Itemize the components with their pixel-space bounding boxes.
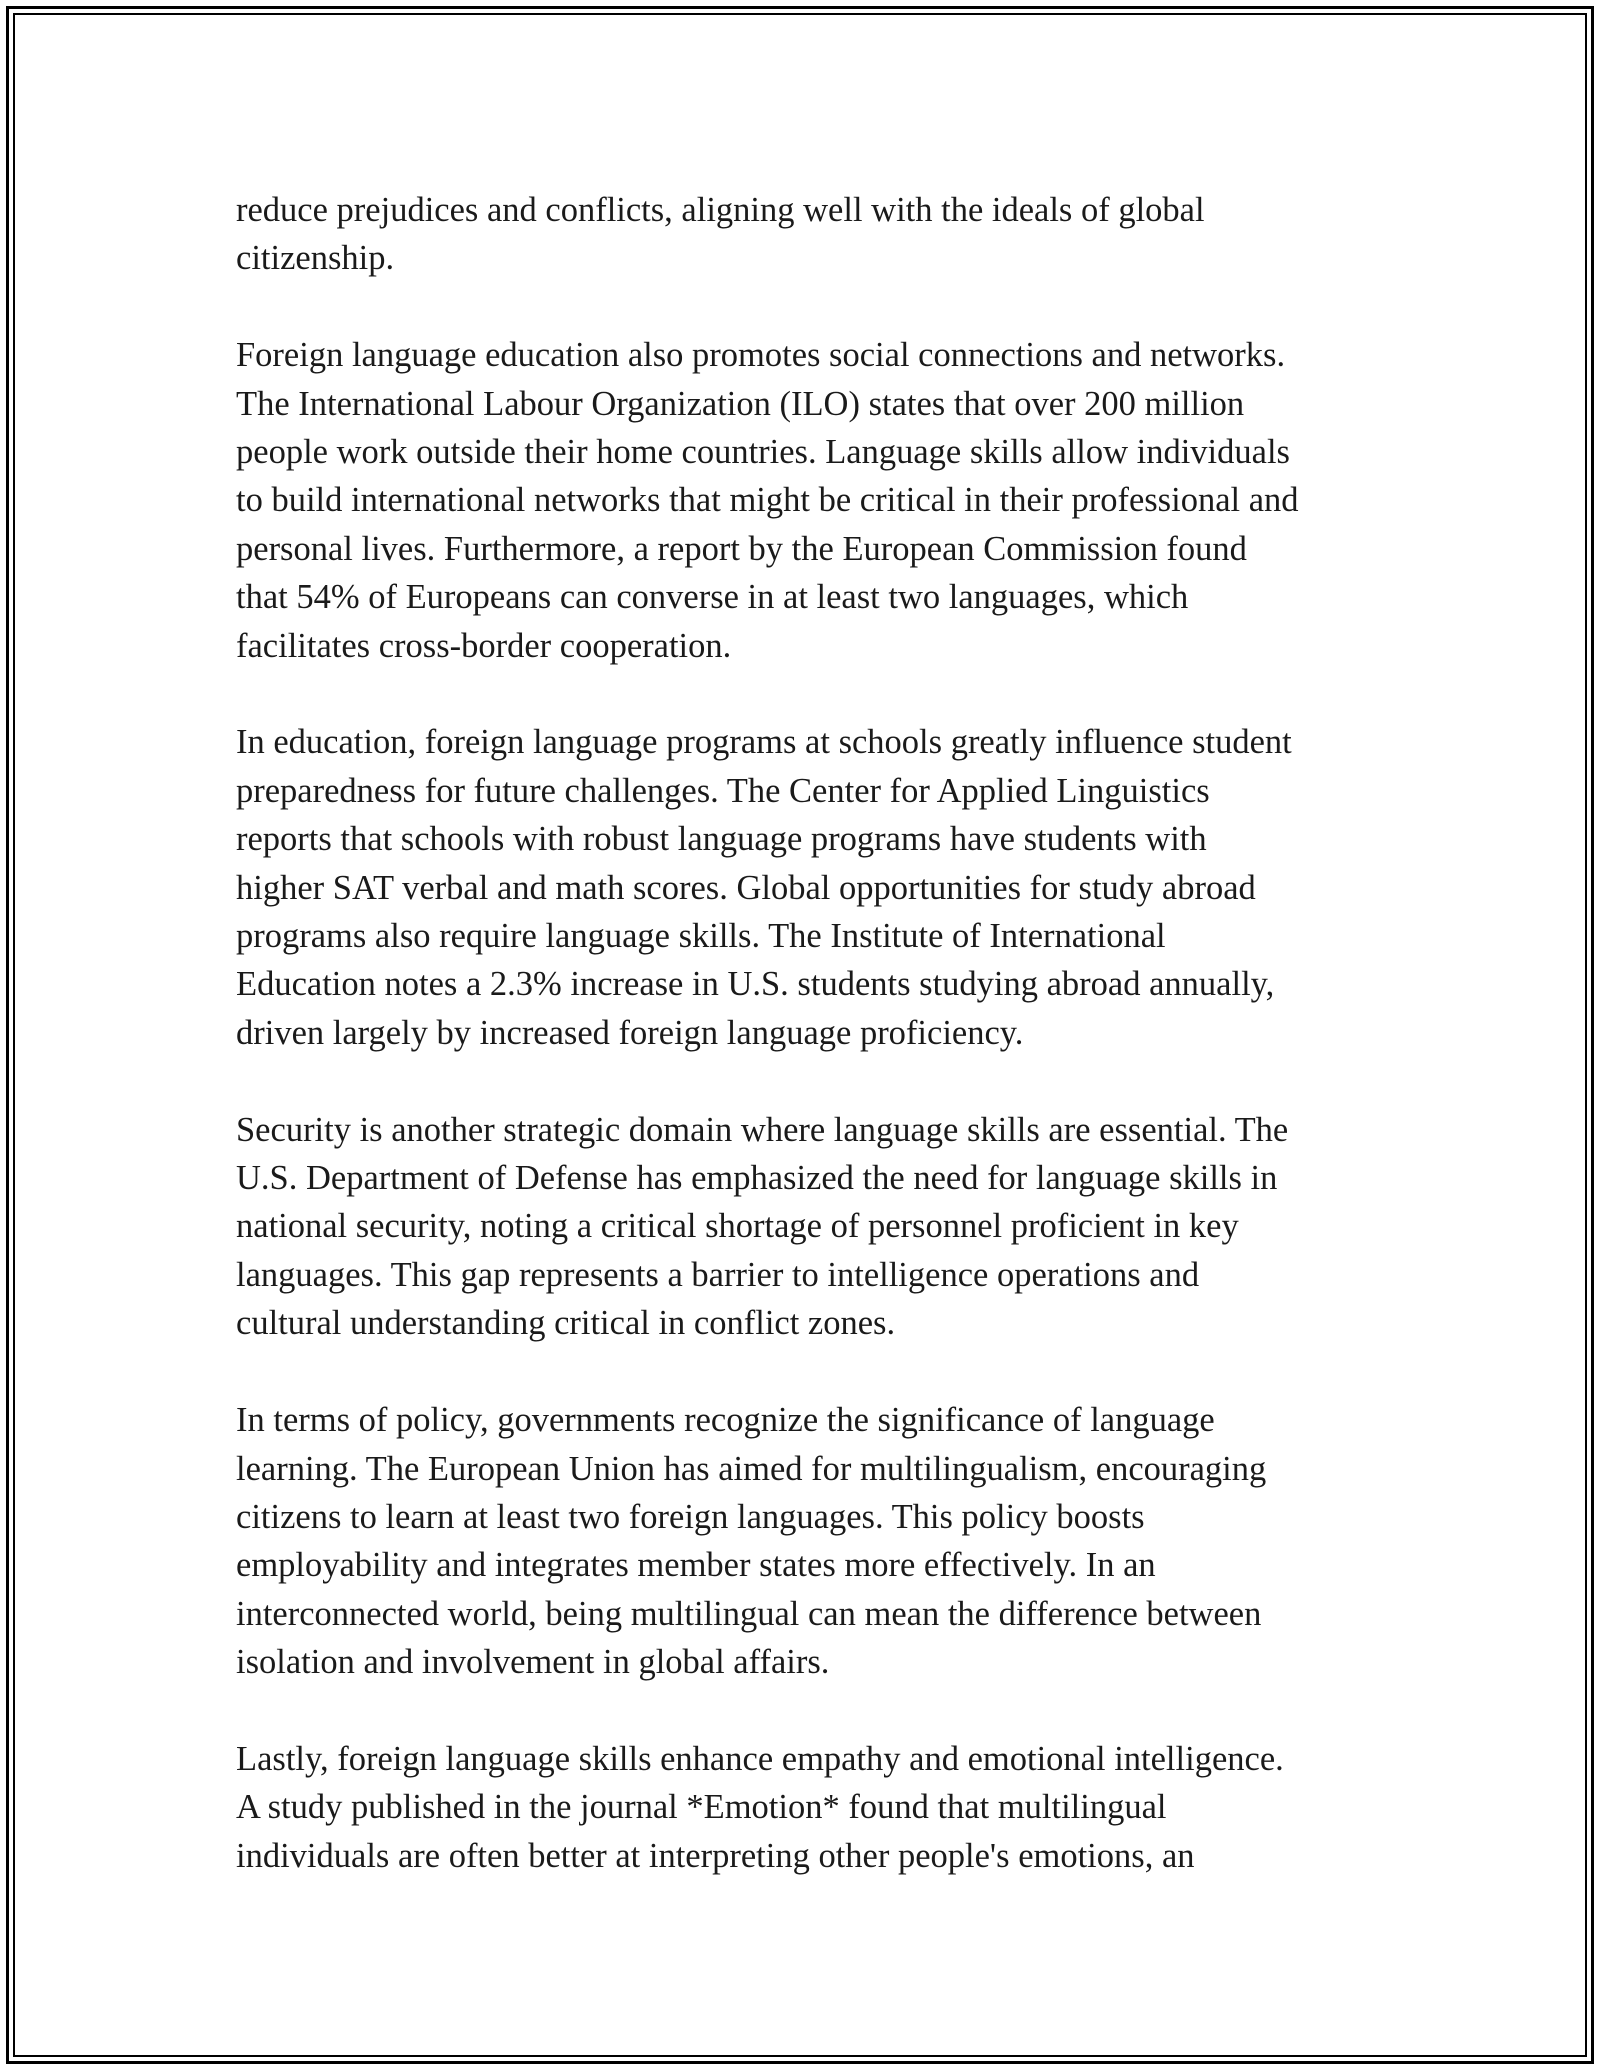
paragraph-3	[236, 718, 1386, 1057]
text-line: citizens to learn at least two foreign languages. This policy boosts	[236, 1497, 1145, 1536]
text-line: individuals are often better at interpreting other people's emotions, an	[236, 1836, 1195, 1875]
text-line: Security is another strategic domain where language skills are essential. The	[236, 1110, 1289, 1149]
text-line: to build international networks that might be critical in their professional and	[236, 481, 1299, 520]
text-line: learning. The European Union has aimed for multilingualism, encouraging	[236, 1449, 1267, 1488]
paragraph-5	[236, 1396, 1386, 1686]
text-line: people work outside their home countries. Language skills allow individuals	[236, 433, 1290, 472]
text-line: driven largely by increased foreign language proficiency.	[236, 1013, 1024, 1052]
text-line: facilitates cross-border cooperation.	[236, 626, 732, 665]
text-line: U.S. Department of Defense has emphasized the need for language skills in	[236, 1159, 1278, 1198]
text-line: national security, noting a critical shortage of personnel proficient in key	[236, 1207, 1239, 1246]
paragraph-6	[236, 1735, 1386, 1880]
text-line: A study published in the journal *Emotion* found that multilingual	[236, 1788, 1167, 1827]
text-line: isolation and involvement in global affairs.	[236, 1643, 830, 1682]
text-line: The International Labour Organization (ILO) states that over 200 million	[236, 384, 1245, 423]
text-line: that 54% of Europeans can converse in at least two languages, which	[236, 578, 1189, 617]
text-line: cultural understanding critical in conflict zones.	[236, 1304, 896, 1343]
text-line: programs also require language skills. The Institute of International	[236, 917, 1166, 956]
paragraph-1	[236, 186, 1386, 283]
text-line: preparedness for future challenges. The Center for Applied Linguistics	[236, 771, 1210, 810]
text-line: Lastly, foreign language skills enhance empathy and emotional intelligence.	[236, 1739, 1284, 1778]
text-line: interconnected world, being multilingual can mean the difference between	[236, 1594, 1262, 1633]
text-line: higher SAT verbal and math scores. Global opportunities for study abroad	[236, 868, 1256, 907]
text-line: Foreign language education also promotes social connections and networks.	[236, 336, 1286, 375]
paragraph-4	[236, 1106, 1386, 1348]
text-line: In terms of policy, governments recognize the significance of language	[236, 1401, 1215, 1440]
text-line: reduce prejudices and conflicts, aligning well with the ideals of global	[236, 191, 1205, 229]
text-line: Education notes a 2.3% increase in U.S. students studying abroad annually,	[236, 965, 1275, 1004]
paragraph-2	[236, 331, 1386, 670]
text-line: In education, foreign language programs at schools greatly influence student	[236, 723, 1292, 762]
text-line: employability and integrates member states more effectively. In an	[236, 1546, 1156, 1585]
text-line: personal lives. Furthermore, a report by the European Commission found	[236, 529, 1247, 568]
text-line: reports that schools with robust language programs have students with	[236, 820, 1207, 859]
text-line: citizenship.	[236, 239, 395, 278]
document-body	[236, 186, 1386, 1929]
text-line: languages. This gap represents a barrier to intelligence operations and	[236, 1255, 1200, 1294]
